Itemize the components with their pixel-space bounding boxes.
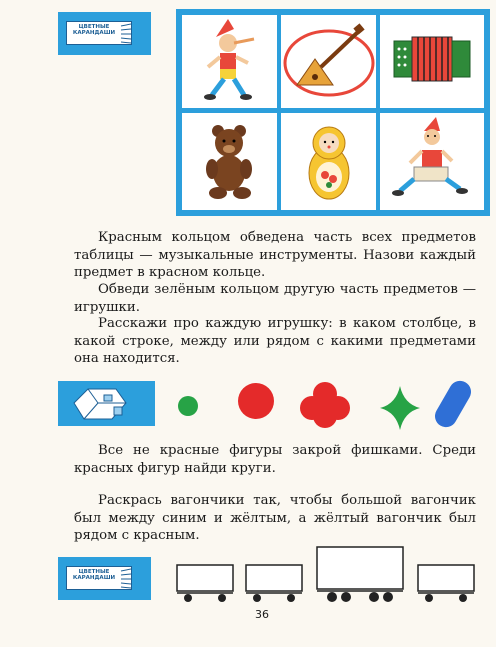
blue-capsule-icon xyxy=(431,377,475,431)
instruction-paragraph-5: Раскрась вагончики так, чтобы большой вагончик был между синим и жёлтым, а жёлтый вагончик был рядом с красным. xyxy=(74,493,476,543)
gnome-toy-icon xyxy=(380,113,484,210)
small-green-circle-icon xyxy=(178,396,198,416)
instruction-paragraph-1: Красным кольцом обведена часть всех предметов таблицы — музыкальные инструменты. Назови каждый предмет в красном кольце. xyxy=(74,230,476,280)
badge-line1: ЦВЕТНЫЕ xyxy=(78,24,110,30)
wagon-4[interactable] xyxy=(417,563,475,605)
cell-gnome-toy xyxy=(380,113,484,210)
badge-line1: ЦВЕТНЫЕ xyxy=(78,569,110,575)
pencil-box-icon xyxy=(66,21,132,45)
cell-teddy-bear xyxy=(182,113,277,210)
instruction-paragraph-4: Все не красные фигуры закрой фишками. Среди красных фигур найди круги. xyxy=(74,443,476,476)
pencil-box-icon xyxy=(66,566,132,590)
page-number: 36 xyxy=(255,608,269,621)
red-flower-icon xyxy=(300,382,350,428)
pencils-badge-top xyxy=(58,12,151,55)
blocks-icon xyxy=(58,381,155,426)
pinocchio-icon xyxy=(182,15,277,108)
instruction-paragraph-3: Расскажи про каждую игрушку: в каком столбце, в какой строке, между или рядом с какими предметами она находится. xyxy=(74,316,476,366)
cell-accordion xyxy=(380,15,484,108)
accordion-icon xyxy=(380,15,484,108)
wagon-2[interactable] xyxy=(245,563,303,605)
red-circle-icon xyxy=(238,383,274,419)
green-star-icon xyxy=(380,386,420,430)
blocks-badge xyxy=(58,381,155,426)
wagon-2-icon xyxy=(245,563,303,605)
balalaika-icon xyxy=(281,15,376,108)
wagon-3-icon xyxy=(316,545,404,605)
wagon-1[interactable] xyxy=(176,563,234,605)
wagon-3-large[interactable] xyxy=(316,545,404,605)
cell-pinocchio xyxy=(182,15,277,108)
wagon-1-icon xyxy=(176,563,234,605)
badge-line2: КАРАНДАШИ xyxy=(72,575,116,581)
instruction-paragraph-2: Обведи зелёным кольцом другую часть предметов — игрушки. xyxy=(74,282,476,315)
teddy-bear-icon xyxy=(182,113,277,210)
wagon-4-icon xyxy=(417,563,475,605)
cell-balalaika xyxy=(281,15,376,108)
pencils-badge-bottom xyxy=(58,557,151,600)
shapes-row xyxy=(170,376,480,436)
picture-grid xyxy=(176,9,490,216)
cell-matryoshka xyxy=(281,113,376,210)
matryoshka-icon xyxy=(281,113,376,210)
badge-line2: КАРАНДАШИ xyxy=(72,30,116,36)
